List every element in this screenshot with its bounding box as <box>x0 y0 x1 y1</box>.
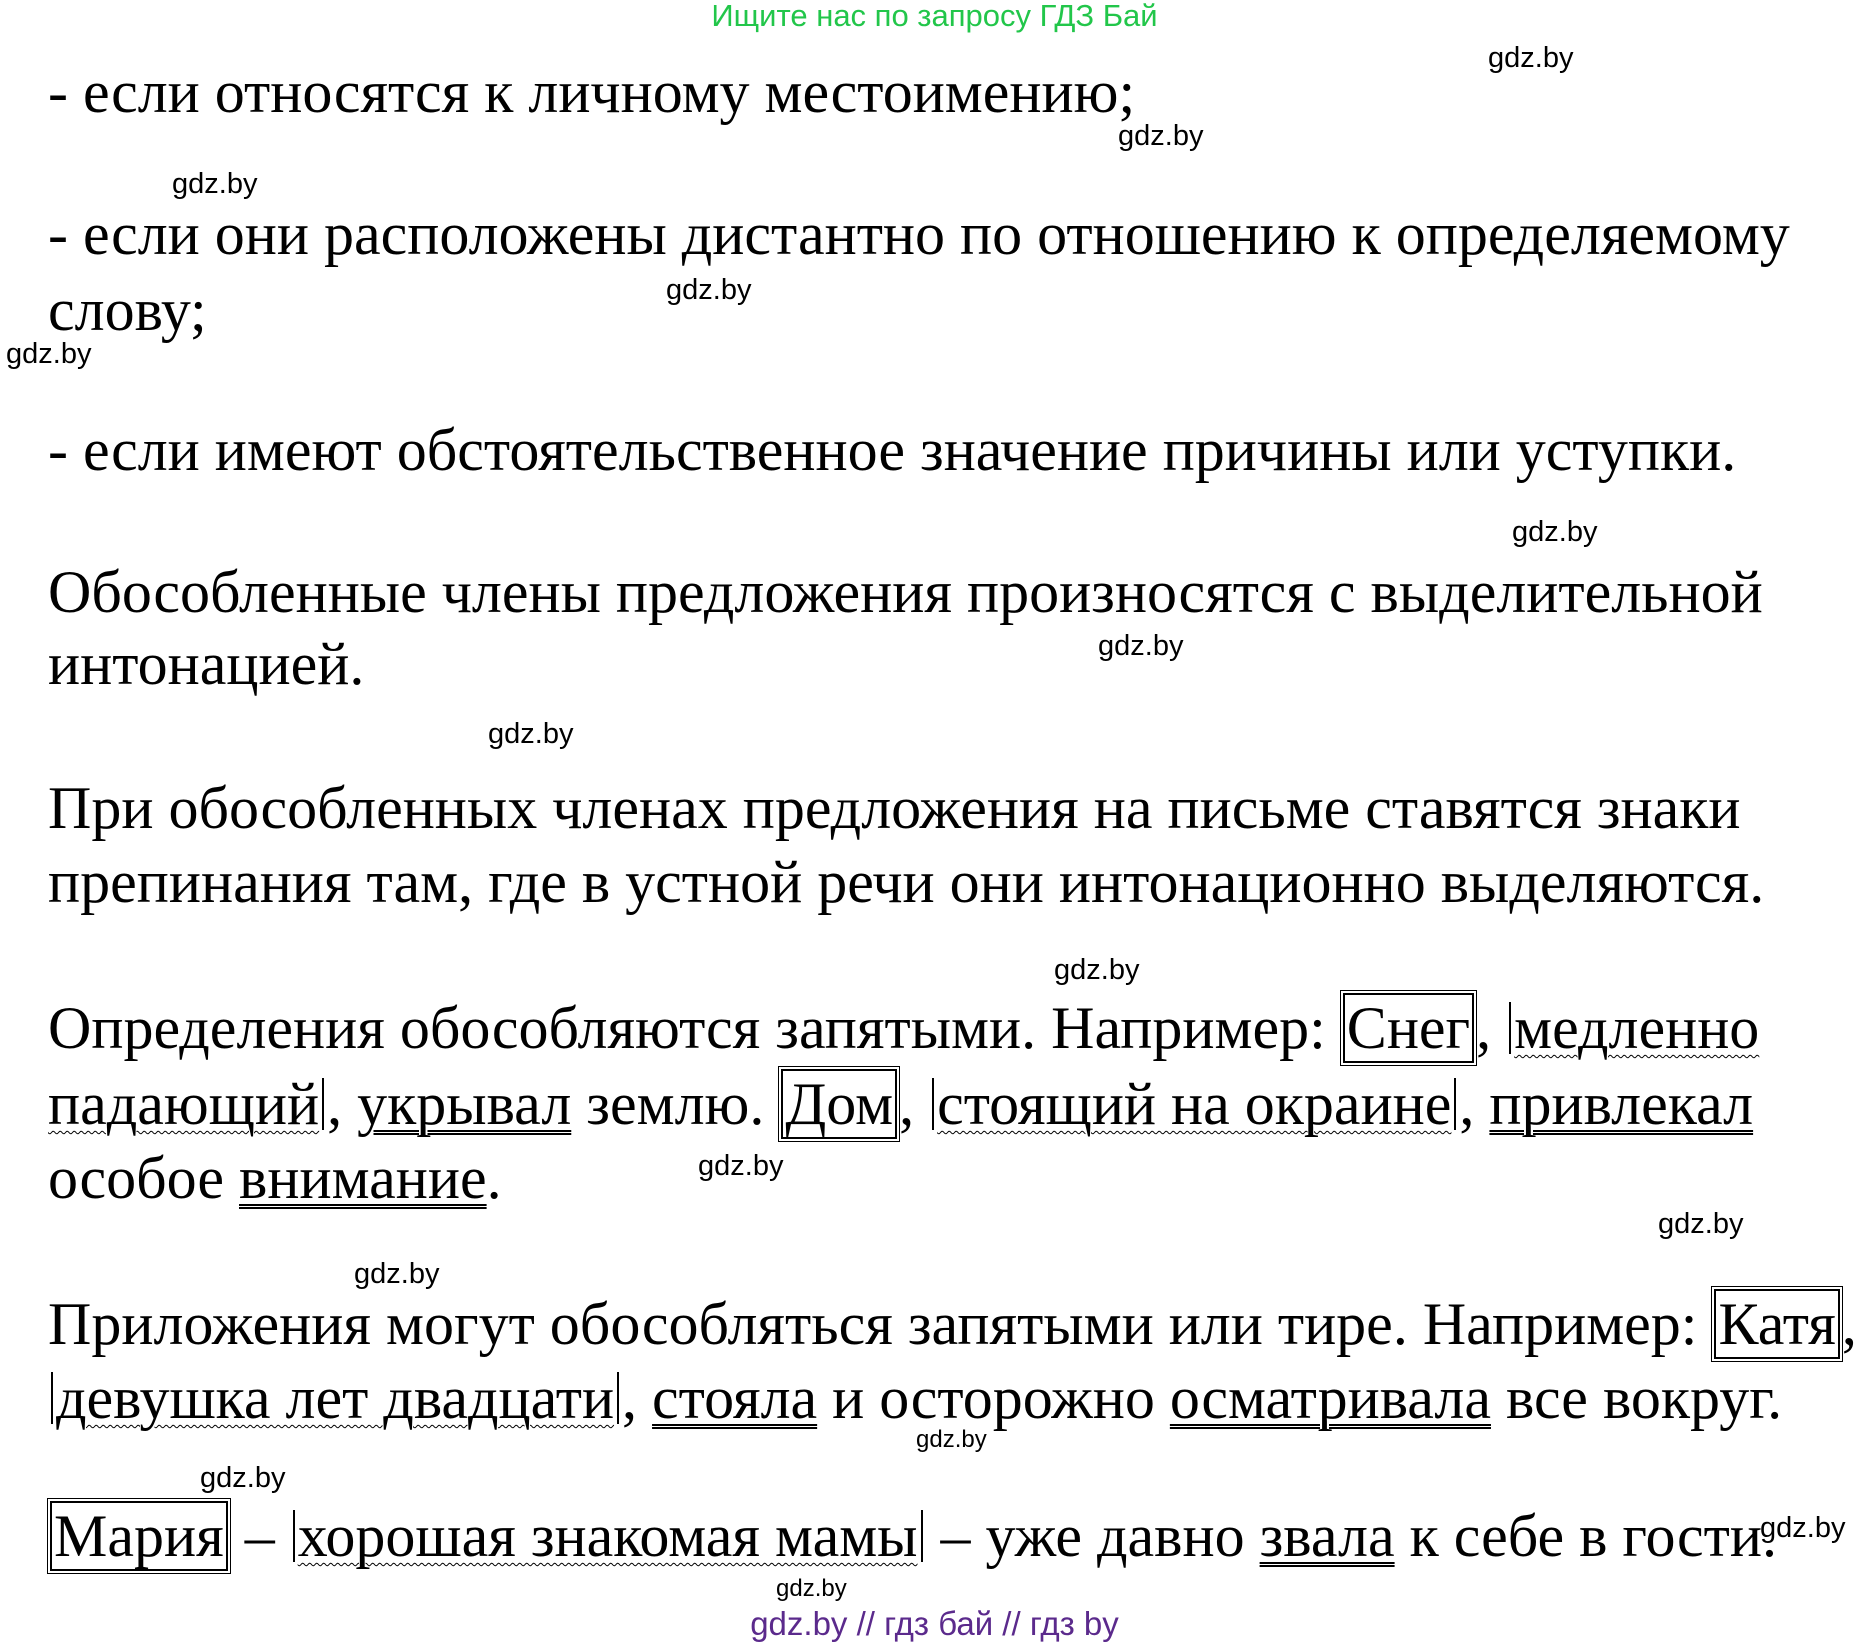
predicate: укрывал <box>357 1071 572 1137</box>
predicate: осматривала <box>1169 1365 1491 1431</box>
boundary-bar <box>1454 1078 1456 1130</box>
watermark: gdz.by <box>172 168 258 200</box>
watermark: gdz.by <box>6 338 92 370</box>
example2-line3 <box>48 1500 1777 1572</box>
punct: , <box>1476 995 1507 1061</box>
boundary-bar <box>932 1078 934 1130</box>
watermark: gdz.by <box>1098 630 1184 662</box>
watermark: gdz.by <box>698 1150 784 1182</box>
watermark: gdz.by <box>666 274 752 306</box>
punct: . <box>486 1145 502 1211</box>
rule-line-2-cont: слову; <box>48 277 207 343</box>
watermark: gdz.by <box>200 1462 286 1494</box>
watermark: gdz.by <box>1512 516 1598 548</box>
paragraph-intonation-cont: интонацией. <box>48 631 365 697</box>
watermark: gdz.by <box>1658 1208 1744 1240</box>
participial-phrase: медленно <box>1514 995 1760 1061</box>
example2-line2 <box>48 1362 1782 1434</box>
paragraph-punctuation-cont: препинания там, где в устной речи они интонационно выделяются. <box>48 849 1765 915</box>
text: и осторожно <box>817 1365 1170 1431</box>
example1-intro: Определения обособляются запятыми. Например: <box>48 995 1341 1061</box>
predicate: привлекал <box>1489 1071 1754 1137</box>
apposition: хорошая знакомая мамы <box>297 1503 918 1569</box>
rule-line-2: - если они расположены дистантно по отношению к определяемому <box>48 201 1790 267</box>
watermark: gdz.by <box>488 718 574 750</box>
participial-phrase: стоящий на окраине <box>937 1071 1452 1137</box>
example2-intro: Приложения могут обособляться запятыми или тире. Например: <box>48 1291 1713 1357</box>
boundary-bar <box>617 1372 619 1424</box>
boundary-bar <box>921 1510 923 1562</box>
rule-line-1: - если относятся к личному местоимению; <box>48 59 1136 125</box>
punct: , <box>327 1071 358 1137</box>
paragraph-intonation: Обособленные члены предложения произносятся с выделительной <box>48 559 1763 625</box>
watermark: gdz.by <box>1054 954 1140 986</box>
watermark: gdz.by <box>1118 120 1204 152</box>
example1-line2 <box>48 1068 1753 1140</box>
bottom-banner: gdz.by // гдз бай // гдз by <box>750 1605 1119 1642</box>
punct: , <box>1841 1291 1857 1357</box>
watermark: gdz.by <box>916 1426 987 1453</box>
watermark: gdz.by <box>776 1575 847 1602</box>
example1-line3 <box>48 1142 502 1214</box>
subject-box: Катя <box>1714 1289 1839 1359</box>
subject-box: Дом <box>781 1069 897 1139</box>
subject-box: Снег <box>1343 993 1474 1063</box>
text: к себе в гости. <box>1394 1503 1778 1569</box>
example1-line1 <box>48 992 1759 1064</box>
top-banner: Ищите нас по запросу ГДЗ Бай <box>711 0 1158 33</box>
apposition: девушка лет двадцати <box>56 1365 615 1431</box>
rule-line-3: - если имеют обстоятельственное значение причины или уступки. <box>48 417 1737 483</box>
boundary-bar <box>322 1078 324 1130</box>
punct: , <box>622 1365 653 1431</box>
paragraph-punctuation: При обособленных членах предложения на письме ставятся знаки <box>48 775 1741 841</box>
boundary-bar <box>51 1372 53 1424</box>
predicate: стояла <box>652 1365 818 1431</box>
punct: – <box>229 1503 290 1569</box>
object-underline: внимание <box>239 1145 487 1211</box>
punct: , <box>899 1071 930 1137</box>
text: – уже давно <box>925 1503 1260 1569</box>
text: землю. <box>571 1071 780 1137</box>
watermark: gdz.by <box>354 1258 440 1290</box>
participial-phrase: падающий <box>48 1071 320 1137</box>
subject-box: Мария <box>50 1501 228 1571</box>
example2-line1 <box>48 1288 1857 1360</box>
text: особое <box>48 1145 240 1211</box>
boundary-bar <box>293 1510 295 1562</box>
predicate: звала <box>1259 1503 1395 1569</box>
watermark: gdz.by <box>1488 42 1574 74</box>
punct: , <box>1459 1071 1490 1137</box>
text: все вокруг. <box>1490 1365 1783 1431</box>
watermark: gdz.by <box>1760 1512 1846 1544</box>
boundary-bar <box>1509 1002 1511 1054</box>
